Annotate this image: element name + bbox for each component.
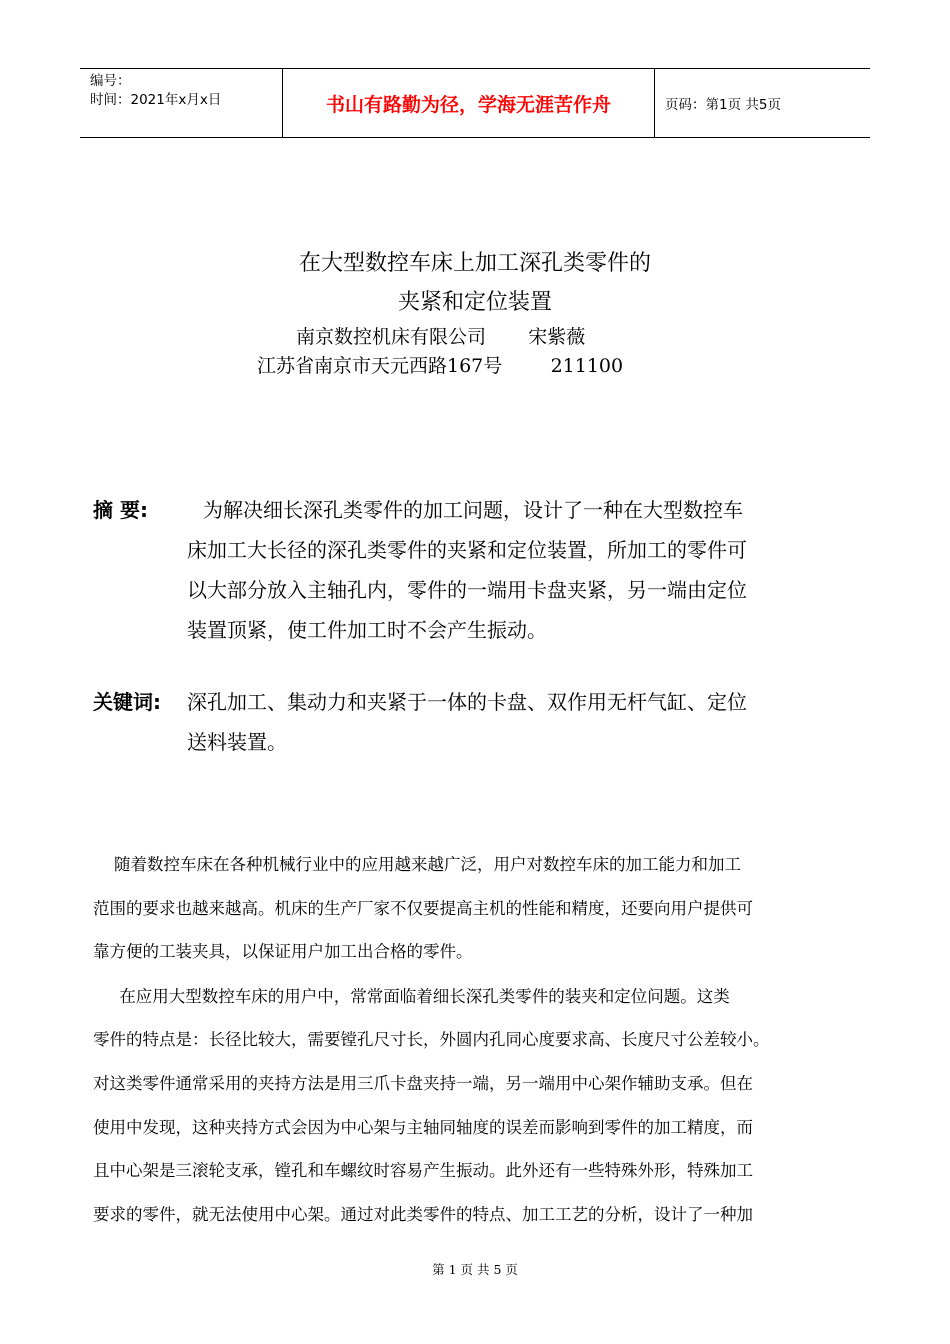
body-line: 对这类零件通常采用的夹持方法是用三爪卡盘夹持一端，另一端用中心架作辅助支承。但在 xyxy=(93,1074,753,1093)
abstract-line: 以大部分放入主轴孔内，零件的一端用卡盘夹紧，另一端由定位 xyxy=(187,578,747,602)
body-line: 随着数控车床在各种机械行业中的应用越来越广泛，用户对数控车床的加工能力和加工 xyxy=(93,855,741,874)
body-line: 零件的特点是：长径比较大，需要镗孔尺寸长，外圆内孔同心度要求高、长度尺寸公差较小。 xyxy=(93,1030,770,1049)
abstract-line: 为解决细长深孔类零件的加工问题，设计了一种在大型数控车 xyxy=(203,498,743,522)
header-meta xyxy=(80,69,282,137)
body-line: 范围的要求也越来越高。机床的生产厂家不仅要提高主机的性能和精度，还要向用户提供可 xyxy=(93,899,753,918)
header-page-info: 页码：第1页 共5页 xyxy=(665,97,781,113)
abstract-label: 摘 要: xyxy=(93,498,148,522)
page-footer: 第 1 页 共 5 页 xyxy=(432,1262,518,1277)
author-affiliation: 南京数控机床有限公司 宋紫薇 xyxy=(296,326,586,348)
document-header xyxy=(80,68,870,138)
date-label: 时间：2021年x月x日 xyxy=(90,92,222,108)
keywords-line: 深孔加工、集动力和夹紧于一体的卡盘、双作用无杆气缸、定位 xyxy=(187,690,747,714)
author-address: 江苏省南京市天元西路167号 211100 xyxy=(257,355,624,377)
abstract-line: 床加工大长径的深孔类零件的夹紧和定位装置，所加工的零件可 xyxy=(187,538,747,562)
keywords-label: 关键词: xyxy=(93,690,161,714)
body-line: 在应用大型数控车床的用户中，常常面临着细长深孔类零件的装夹和定位问题。这类 xyxy=(93,987,730,1006)
body-line: 靠方便的工装夹具，以保证用户加工出合格的零件。 xyxy=(93,942,473,961)
body-line: 要求的零件，就无法使用中心架。通过对此类零件的特点、加工工艺的分析，设计了一种加 xyxy=(93,1205,753,1224)
body-line: 使用中发现，这种夹持方式会因为中心架与主轴同轴度的误差而影响到零件的加工精度，而 xyxy=(93,1118,753,1137)
title-line-1: 在大型数控车床上加工深孔类零件的 xyxy=(298,251,651,276)
keywords-line: 送料装置。 xyxy=(187,730,287,754)
title-line-2: 夹紧和定位装置 xyxy=(397,290,552,315)
header-motto: 书山有路勤为径，学海无涯苦作舟 xyxy=(282,69,655,137)
abstract-line: 装置顶紧，使工件加工时不会产生振动。 xyxy=(187,618,547,642)
number-label: 编号： xyxy=(90,73,131,89)
body-line: 且中心架是三滚轮支承，镗孔和车螺纹时容易产生振动。此外还有一些特殊外形，特殊加工 xyxy=(93,1161,753,1180)
